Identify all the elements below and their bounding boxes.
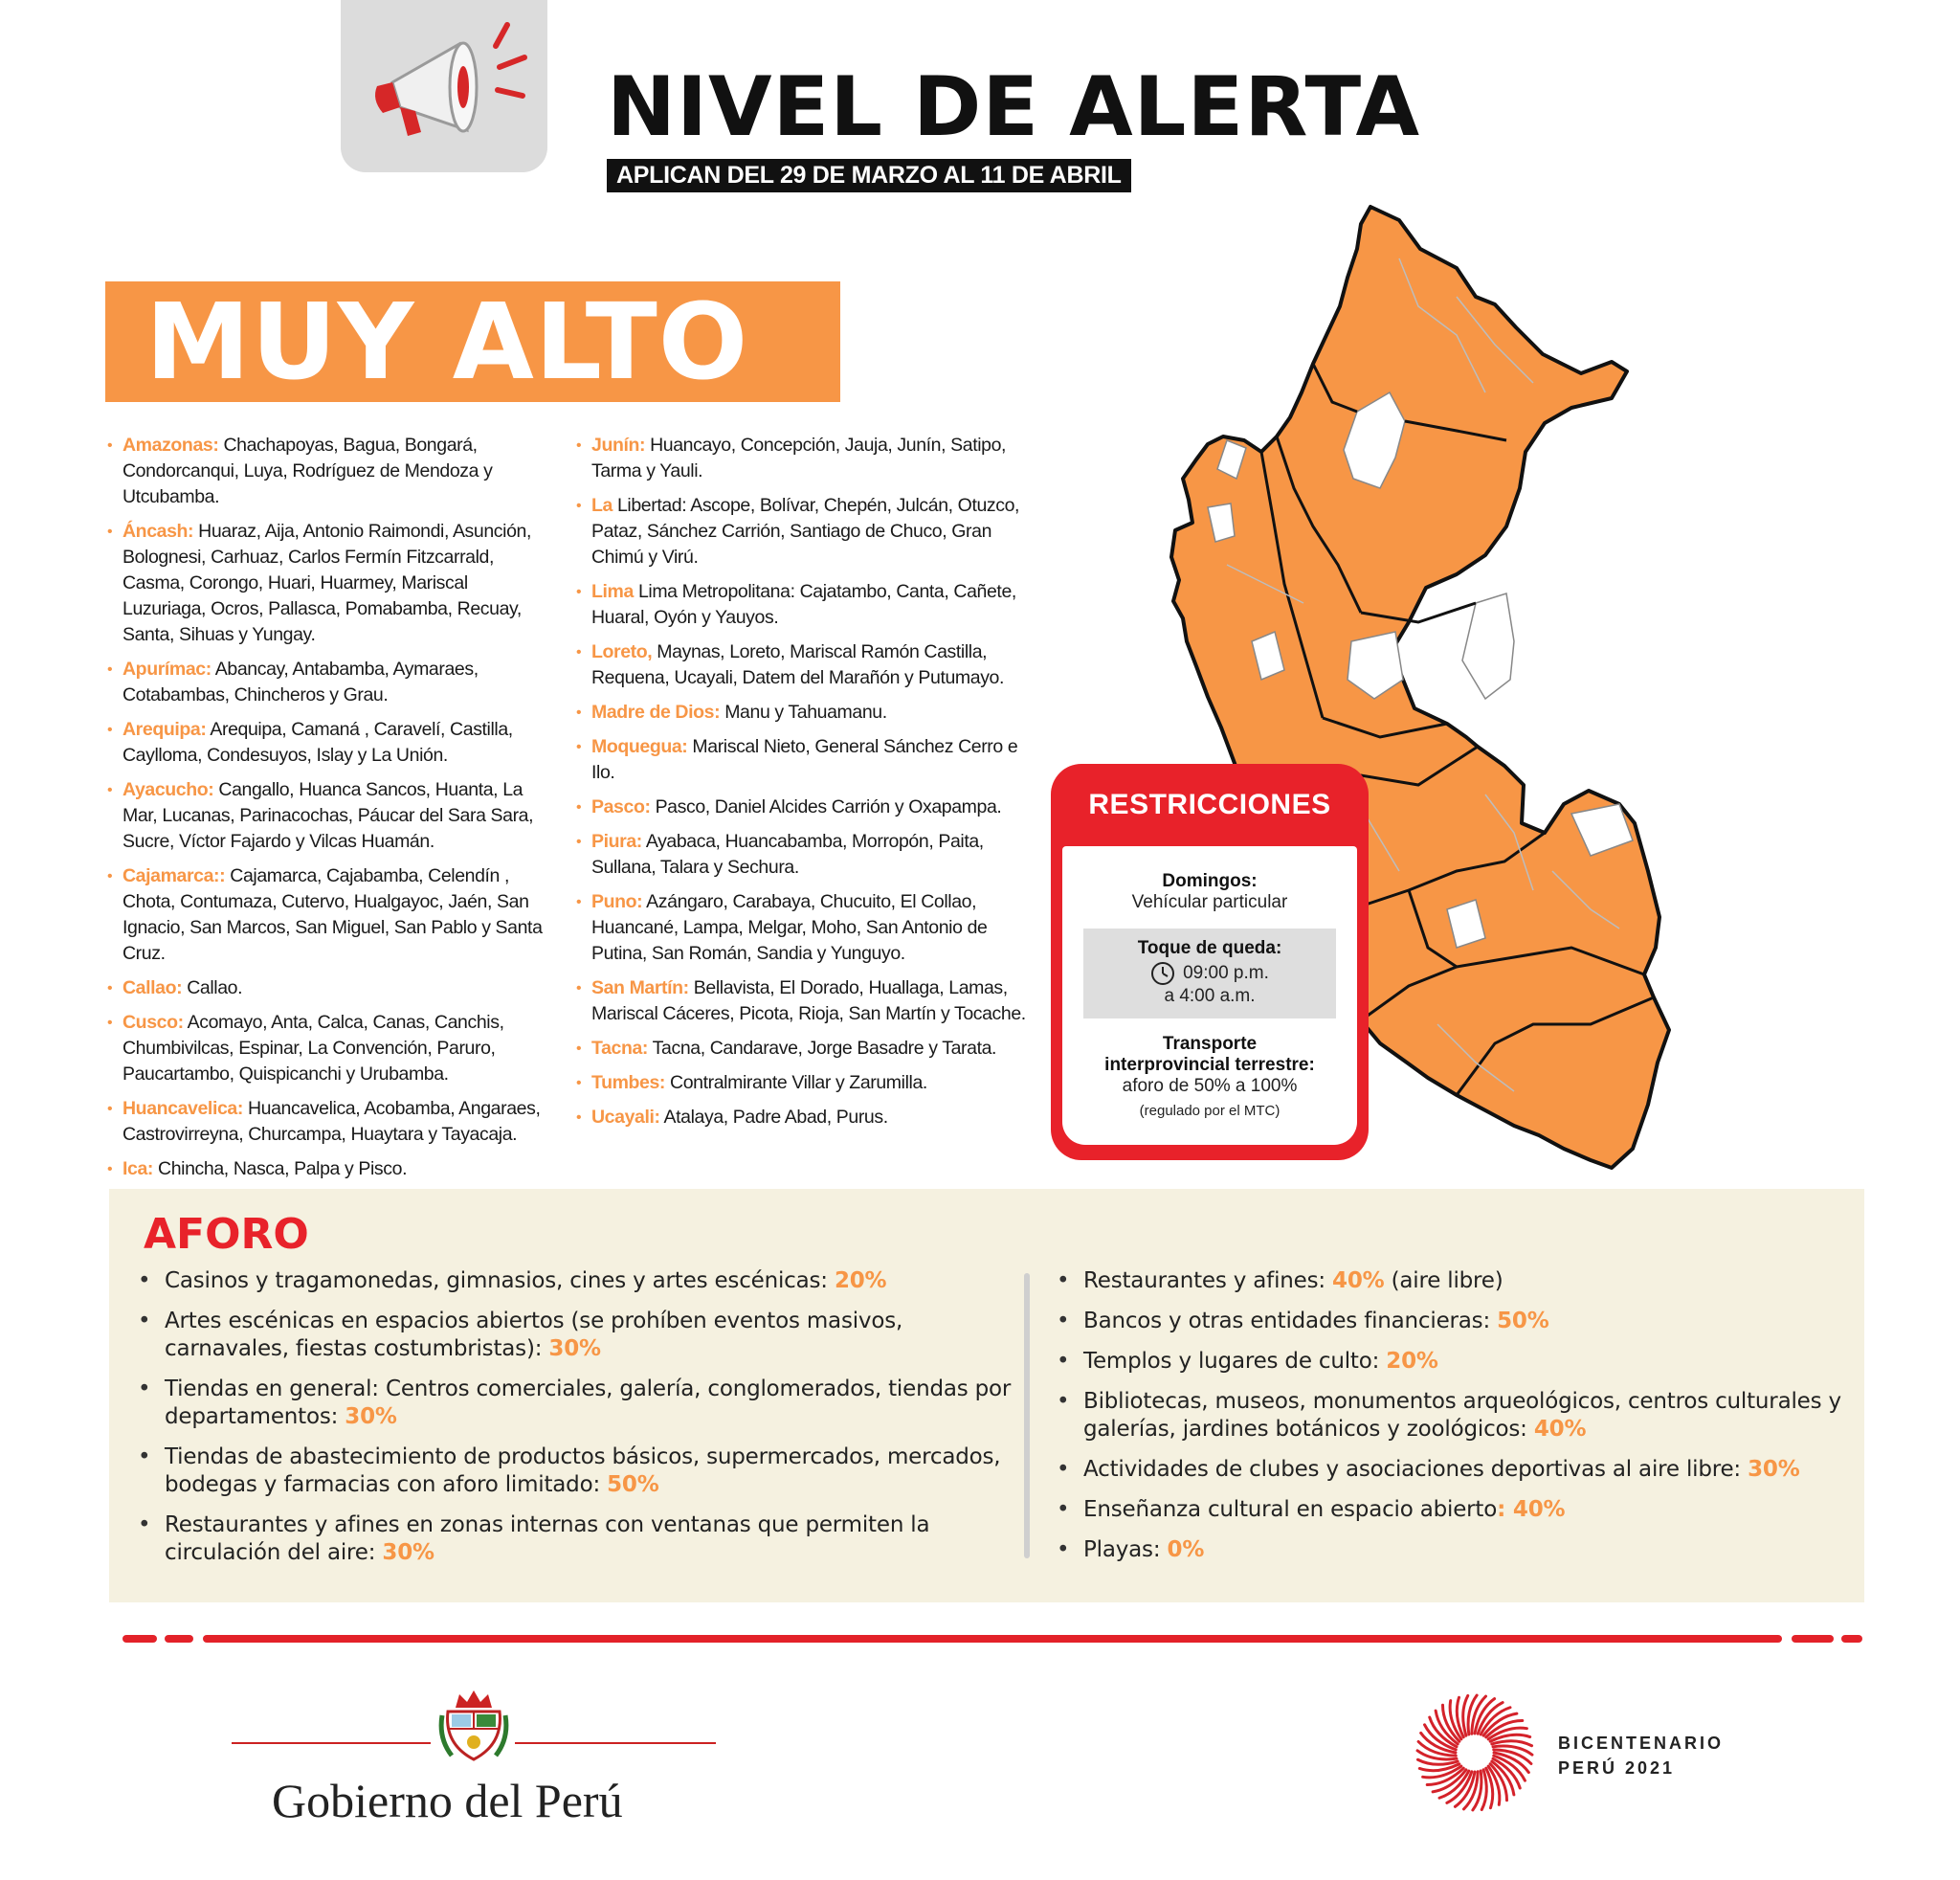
aforo-percentage: 40% xyxy=(1332,1268,1385,1293)
aforo-percentage: 30% xyxy=(548,1336,601,1361)
department-name: La xyxy=(591,495,612,516)
aforo-percentage: 40% xyxy=(1533,1417,1587,1442)
province-item xyxy=(107,433,549,510)
transport-note: (regulado por el MTC) xyxy=(1139,1103,1281,1119)
province-item xyxy=(107,975,549,1001)
department-name: Apurímac: xyxy=(122,659,212,680)
aforo-item-text: Bibliotecas, museos, monumentos arqueológicos, centros culturales y galerías, jardines botánicos y zoológicos: xyxy=(1083,1389,1841,1442)
sunday-restriction xyxy=(1062,871,1357,913)
restrictions-panel xyxy=(1051,764,1369,1160)
department-name: Amazonas: xyxy=(122,435,219,456)
province-names: Lima Metropolitana: Cajatambo, Canta, Cañete, Huaral, Oyón y Yauyos. xyxy=(591,581,1016,628)
province-list-right xyxy=(576,433,1036,1139)
department-name: Tacna: xyxy=(591,1038,649,1059)
aforo-item xyxy=(134,1267,1014,1295)
department-name: Cusco: xyxy=(122,1012,184,1033)
department-name: Pasco: xyxy=(591,796,651,817)
aforo-item xyxy=(134,1308,1014,1363)
aforo-item-text: Restaurantes y afines en zonas internas con ventanas que permiten la circulación del aire: xyxy=(165,1512,930,1565)
province-item xyxy=(576,1105,1036,1130)
red-divider-dash xyxy=(1841,1635,1862,1643)
province-item xyxy=(107,519,549,648)
province-item xyxy=(107,863,549,967)
province-item xyxy=(576,493,1036,571)
province-item xyxy=(576,795,1036,820)
department-name: Puno: xyxy=(591,891,643,912)
aforo-percentage: 30% xyxy=(1748,1457,1800,1482)
department-name: Cajamarca:: xyxy=(122,865,226,886)
aforo-item-text: Artes escénicas en espacios abiertos (se prohíben eventos masivos, carnavales, fiestas costumbristas): xyxy=(165,1309,903,1361)
red-divider-dash xyxy=(1792,1635,1834,1643)
curfew-box xyxy=(1083,929,1336,1018)
department-name: Ucayali: xyxy=(591,1107,660,1128)
sunday-heading: Domingos: xyxy=(1162,871,1258,891)
page-title: NIVEL DE ALERTA xyxy=(607,59,1421,155)
province-names: Huancavelica, Acobamba, Angaraes, Castrovirreyna, Churcampa, Huaytara y Tayacaja. xyxy=(122,1098,541,1145)
department-name: Madre de Dios: xyxy=(591,702,721,723)
transport-heading-1: Transporte xyxy=(1162,1034,1258,1054)
aforo-panel xyxy=(109,1189,1864,1602)
province-item xyxy=(107,1096,549,1148)
curfew-end: a 4:00 a.m. xyxy=(1164,986,1256,1006)
department-name: Lima xyxy=(591,581,634,602)
department-name: Tumbes: xyxy=(591,1072,666,1093)
red-divider-line xyxy=(203,1635,1782,1643)
province-item xyxy=(107,1010,549,1087)
province-item xyxy=(576,700,1036,726)
department-name: Callao: xyxy=(122,977,183,998)
aforo-item xyxy=(134,1376,1014,1431)
aforo-item xyxy=(134,1511,1014,1567)
aforo-percentage: 30% xyxy=(382,1540,434,1565)
curfew-start: 09:00 p.m. xyxy=(1183,963,1269,983)
province-names: Mariscal Nieto, General Sánchez Cerro e Ilo. xyxy=(591,736,1018,783)
aforo-list-right xyxy=(1053,1267,1857,1577)
coat-of-arms-icon xyxy=(438,1687,509,1763)
aforo-divider xyxy=(1024,1273,1030,1558)
department-name: Huancavelica: xyxy=(122,1098,243,1119)
province-names: Pasco, Daniel Alcides Carrión y Oxapampa. xyxy=(650,796,1002,817)
aforo-percentage: 20% xyxy=(834,1268,887,1293)
aforo-item-text: Actividades de clubes y asociaciones deportivas al aire libre: xyxy=(1083,1457,1748,1482)
transport-heading-2: interprovincial terrestre: xyxy=(1104,1055,1315,1075)
aforo-item xyxy=(1053,1308,1857,1335)
aforo-title: AFORO xyxy=(144,1210,309,1259)
government-name: Gobierno del Perú xyxy=(272,1774,623,1827)
aforo-item-text: Playas: xyxy=(1083,1537,1168,1562)
province-item xyxy=(107,777,549,855)
aforo-percentage: 50% xyxy=(1497,1309,1549,1333)
province-item xyxy=(107,657,549,708)
aforo-item-text: Restaurantes y afines: xyxy=(1083,1268,1333,1293)
province-item xyxy=(576,734,1036,786)
province-item xyxy=(576,639,1036,691)
province-names: Abancay, Antabamba, Aymaraes, Cotabambas, Chincheros y Grau. xyxy=(122,659,479,705)
province-names: Acomayo, Anta, Calca, Canas, Canchis, Chumbivilcas, Espinar, La Convención, Paruro, Paucartambo, Quispicanchi y Urubamba. xyxy=(122,1012,504,1085)
restrictions-content xyxy=(1062,846,1357,1145)
restrictions-title: RESTRICCIONES xyxy=(1088,789,1331,820)
province-names: Ayabaca, Huancabamba, Morropón, Paita, Sullana, Talara y Sechura. xyxy=(591,831,984,878)
alert-level-banner: MUY ALTO xyxy=(105,281,840,402)
province-names: Libertad: Ascope, Bolívar, Chepén, Julcán, Otuzco, Pataz, Sánchez Carrión, Santiago de Chuco, Gran Chimú y Virú. xyxy=(591,495,1020,568)
department-name: San Martín: xyxy=(591,977,689,998)
aforo-percentage: 30% xyxy=(345,1404,397,1429)
province-names: Contralmirante Villar y Zarumilla. xyxy=(665,1072,927,1093)
province-item xyxy=(576,975,1036,1027)
transport-restriction xyxy=(1062,1034,1357,1119)
red-divider-dash xyxy=(165,1635,193,1643)
megaphone-badge xyxy=(341,0,547,172)
aforo-item-text: Casinos y tragamonedas, gimnasios, cines y artes escénicas: xyxy=(165,1268,835,1293)
department-name: Loreto, xyxy=(591,641,653,662)
province-names: Atalaya, Padre Abad, Purus. xyxy=(659,1107,888,1128)
aforo-list-left xyxy=(134,1267,1014,1579)
department-name: Ica: xyxy=(122,1158,154,1179)
province-item xyxy=(576,433,1036,484)
aforo-item xyxy=(1053,1536,1857,1564)
aforo-item xyxy=(1053,1496,1857,1524)
aforo-percentage: 20% xyxy=(1386,1349,1438,1374)
aforo-item xyxy=(1053,1267,1857,1295)
date-range-banner: APLICAN DEL 29 DE MARZO AL 11 DE ABRIL xyxy=(607,159,1131,192)
province-names: Azángaro, Carabaya, Chucuito, El Collao, Huancané, Lampa, Melgar, Moho, San Antonio de Putina, San Román, Sandia y Yunguyo. xyxy=(591,891,988,964)
department-name: Ayacucho: xyxy=(122,779,214,800)
aforo-percentage: 0% xyxy=(1167,1537,1205,1562)
bicentenario-logo xyxy=(1413,1685,1757,1819)
aforo-item-text: Bancos y otras entidades financieras: xyxy=(1083,1309,1498,1333)
province-names: Huaraz, Aija, Antonio Raimondi, Asunción, Bolognesi, Carhuaz, Carlos Fermín Fitzcarrald, Casma, Corongo, Huari, Huarmey, Mariscal Luzuriaga, Ocros, Pallasca, Pomabamba, Recuay, Santa, Sihuas y Yungay. xyxy=(122,521,531,645)
aforo-item-text: Enseñanza cultural en espacio abierto xyxy=(1083,1497,1498,1522)
department-name: Moquegua: xyxy=(591,736,688,757)
province-names: Manu y Tahuamanu. xyxy=(720,702,887,723)
clock-icon xyxy=(1150,961,1175,986)
aforo-item-text: Tiendas en general: Centros comerciales, galería, conglomerados, tiendas por departamentos: xyxy=(165,1376,1012,1429)
aforo-percentage: : 40% xyxy=(1497,1497,1566,1522)
red-divider-dash xyxy=(122,1635,157,1643)
department-name: Áncash: xyxy=(122,521,194,542)
province-names: Maynas, Loreto, Mariscal Ramón Castilla, Requena, Ucayali, Datem del Marañón y Putumayo. xyxy=(591,641,1005,688)
aforo-item xyxy=(1053,1456,1857,1484)
province-names: Chincha, Nasca, Palpa y Pisco. xyxy=(153,1158,408,1179)
province-list-left xyxy=(107,433,549,1191)
bicentenario-line2: PERÚ 2021 xyxy=(1558,1758,1676,1778)
government-logo xyxy=(230,1685,720,1827)
province-item xyxy=(576,579,1036,631)
sunday-text: Vehícular particular xyxy=(1131,892,1288,912)
aforo-item xyxy=(134,1444,1014,1499)
megaphone-icon xyxy=(354,8,536,161)
department-name: Junín: xyxy=(591,435,646,456)
transport-text: aforo de 50% a 100% xyxy=(1122,1076,1298,1096)
province-item xyxy=(576,829,1036,881)
department-name: Arequipa: xyxy=(122,719,207,740)
province-names: Tacna, Candarave, Jorge Basadre y Tarata. xyxy=(648,1038,997,1059)
province-item xyxy=(576,1070,1036,1096)
province-names: Cangallo, Huanca Sancos, Huanta, La Mar, Lucanas, Parinacochas, Páucar del Sara Sara, Sucre, Víctor Fajardo y Vilcas Huamán. xyxy=(122,779,534,852)
province-item xyxy=(576,889,1036,967)
aforo-percentage: 50% xyxy=(607,1472,659,1497)
bicentenario-sunburst-icon xyxy=(1413,1690,1537,1815)
aforo-item-text: Templos y lugares de culto: xyxy=(1083,1349,1387,1374)
aforo-item xyxy=(1053,1348,1857,1376)
province-names: Cajamarca, Cajabamba, Celendín , Chota, Contumaza, Cutervo, Hualgayoc, Jaén, San Ignacio, San Marcos, San Miguel, San Pablo y Santa Cruz. xyxy=(122,865,543,964)
province-names: Bellavista, El Dorado, Huallaga, Lamas, Mariscal Cáceres, Picota, Rioja, San Martín y Tocache. xyxy=(591,977,1026,1024)
province-names: Arequipa, Camaná , Caravelí, Castilla, Caylloma, Condesuyos, Islay y La Unión. xyxy=(122,719,513,766)
bicentenario-line1: BICENTENARIO xyxy=(1558,1734,1725,1753)
province-item xyxy=(107,717,549,769)
province-names: Huancayo, Concepción, Jauja, Junín, Satipo, Tarma y Yauli. xyxy=(591,435,1007,481)
aforo-item-text: Tiendas de abastecimiento de productos básicos, supermercados, mercados, bodegas y farmacias con aforo limitado: xyxy=(165,1444,1001,1497)
province-names: Callao. xyxy=(182,977,243,998)
province-item xyxy=(107,1156,549,1182)
province-names: Chachapoyas, Bagua, Bongará, Condorcanqui, Luya, Rodríguez de Mendoza y Utcubamba. xyxy=(122,435,493,507)
aforo-item-suffix: (aire libre) xyxy=(1384,1268,1503,1293)
province-item xyxy=(576,1036,1036,1062)
department-name: Piura: xyxy=(591,831,642,852)
aforo-item xyxy=(1053,1388,1857,1444)
curfew-heading: Toque de queda: xyxy=(1137,938,1282,958)
